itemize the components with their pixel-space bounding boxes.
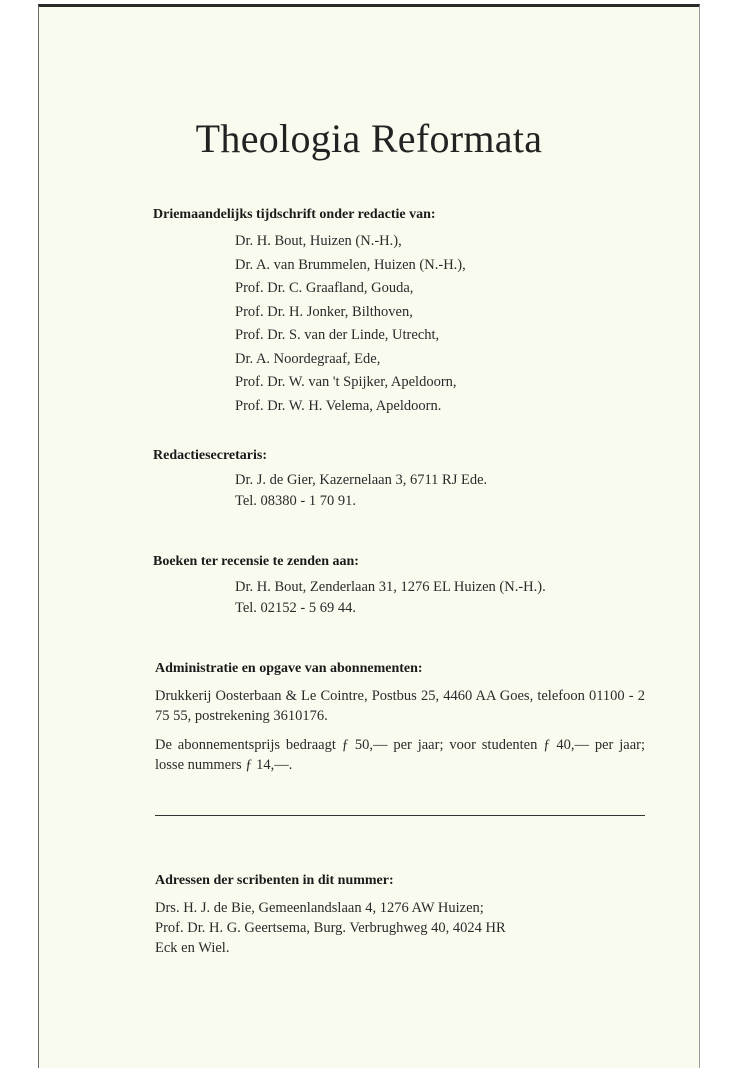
secretary-heading: Redactiesecretaris: [153, 448, 268, 463]
editor-line: Prof. Dr. S. van der Linde, Utrecht, [235, 327, 440, 343]
reviews-block [235, 577, 546, 619]
editor-line: Dr. H. Bout, Huizen (N.-H.), [235, 233, 402, 249]
editors-heading: Driemaandelijks tijdschrift onder redactie van: [153, 207, 436, 222]
secretary-line: Dr. J. de Gier, Kazernelaan 3, 6711 RJ Ede. [235, 472, 488, 488]
editor-line: Dr. A. van Brummelen, Huizen (N.-H.), [235, 256, 466, 273]
editor-line: Prof. Dr. C. Graafland, Gouda, [235, 280, 414, 296]
author-line: Eck en Wiel. [155, 940, 230, 956]
reviews-line: Tel. 02152 - 5 69 44. [235, 600, 357, 616]
author-line: Prof. Dr. H. G. Geertsema, Burg. Verbrughweg 40, 4024 HR [155, 920, 506, 936]
journal-colophon-page [38, 4, 700, 1068]
subscription-prices: De abonnementsprijs bedraagt ƒ 50,— per jaar; voor studenten ƒ 40,— per jaar; losse nummers ƒ 14,—. [155, 737, 645, 773]
secretary-line: Tel. 08380 - 1 70 91. [235, 493, 357, 509]
authors-block [155, 898, 645, 958]
journal-title: Theologia Reformata [195, 116, 543, 161]
editor-line: Dr. A. Noordegraaf, Ede, [235, 350, 381, 367]
administration-heading: Administratie en opgave van abonnementen: [155, 661, 423, 676]
administration-address: Drukkerij Oosterbaan & Le Cointre, Postbus 25, 4460 AA Goes, telefoon 01100 - 2 75 55, postrekening 3610176. [155, 688, 645, 724]
author-line: Drs. H. J. de Bie, Gemeenlandslaan 4, 1276 AW Huizen; [155, 900, 484, 916]
reviews-line: Dr. H. Bout, Zenderlaan 31, 1276 EL Huizen (N.-H.). [235, 579, 546, 595]
editor-line: Prof. Dr. W. van 't Spijker, Apeldoorn, [235, 374, 457, 390]
editor-line: Prof. Dr. H. Jonker, Bilthoven, [235, 303, 413, 320]
section-divider [155, 815, 645, 816]
secretary-block [235, 470, 487, 512]
editor-line: Prof. Dr. W. H. Velema, Apeldoorn. [235, 397, 442, 414]
reviews-heading: Boeken ter recensie te zenden aan: [153, 554, 359, 569]
editors-list [235, 230, 466, 418]
authors-heading: Adressen der scribenten in dit nummer: [155, 873, 394, 888]
